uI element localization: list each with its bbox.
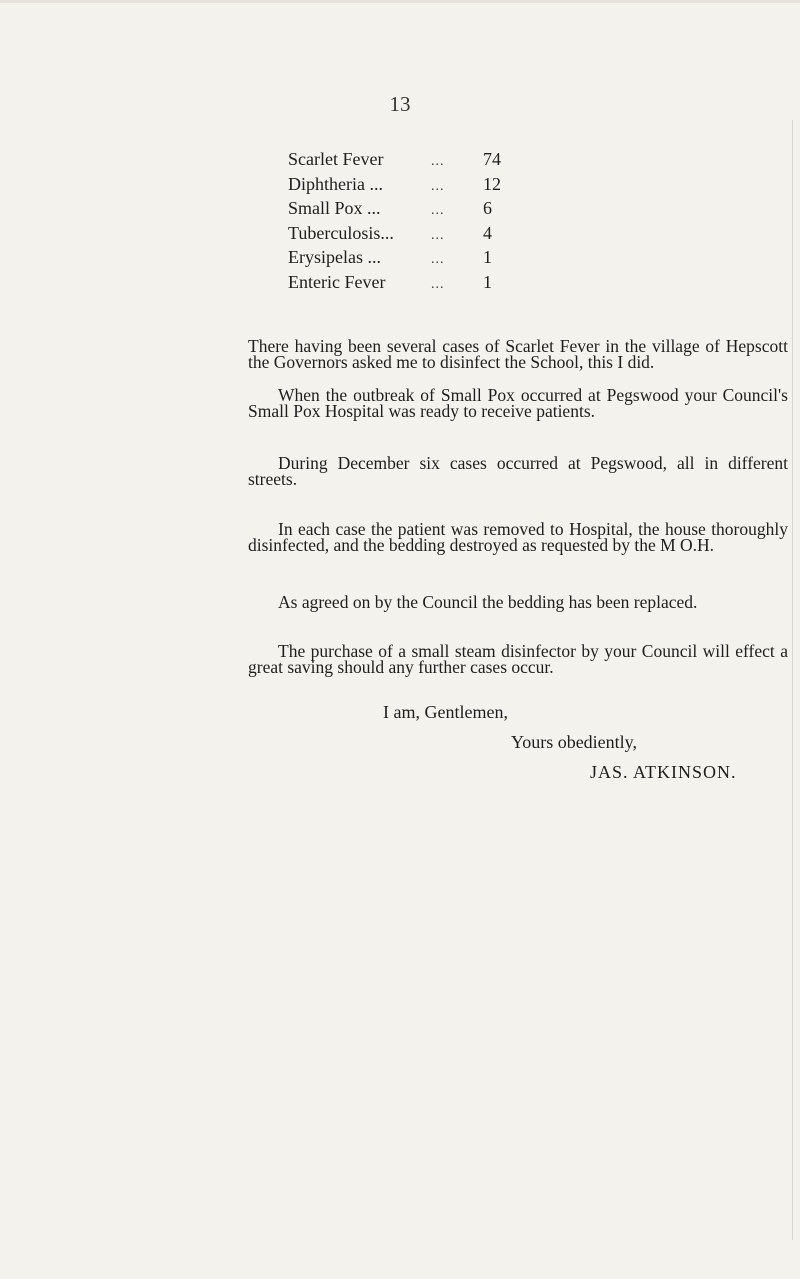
page-right-edge [792,120,793,1240]
table-row [288,149,528,174]
page-number: 13 [389,92,411,116]
table-row [288,247,528,272]
paragraph-text: In each case the patient was removed to Hospital, the house thoroughly disinfected, and the bedding destroyed as requested by the M O.H. [248,519,788,555]
table-row [288,223,528,248]
paragraph-hospital-removal [248,521,788,553]
table-row [288,198,528,223]
case-count: 74 [483,149,501,169]
disease-name: Small Pox ... [288,198,381,218]
disease-case-table [288,149,528,296]
leader-dots: ... [431,154,445,169]
table-row [288,272,528,297]
paragraph-december-cases [248,455,788,487]
leader-dots: ... [431,227,445,243]
table-row [288,174,528,199]
case-count: 1 [483,271,492,292]
leader-dots: ... [431,178,445,194]
case-count: 1 [483,247,492,267]
disease-name: Tuberculosis... [288,222,394,243]
leader-dots: ... [431,203,445,218]
disease-name: Enteric Fever [288,271,386,292]
signature: JAS. ATKINSON. [590,762,737,782]
leader-dots: ... [431,252,445,267]
paragraph-scarlet-fever [248,338,788,370]
leader-dots: ... [431,276,445,292]
paragraph-steam-disinfector [248,643,788,675]
paragraph-text: When the outbreak of Small Pox occurred at Pegswood your Council's Small Pox Hospital was ready to receive patients. [248,385,788,421]
disease-name: Scarlet Fever [288,149,384,169]
paragraph-bedding-replaced [248,594,788,610]
paragraph-text: As agreed on by the Council the bedding has been replaced. [278,592,698,612]
paragraph-text: There having been several cases of Scarlet Fever in the village of Hepscott the Governors asked me to disinfect the School, this I did. [248,336,788,372]
disease-name: Diphtheria ... [288,173,383,194]
sign-off: Yours obediently, [511,732,638,752]
disease-name: Erysipelas ... [288,247,381,267]
paragraph-text: During December six cases occurred at Pegswood, all in different streets. [248,453,788,489]
page-top-edge [0,0,800,3]
paragraph-small-pox-hospital [248,387,788,419]
salutation: I am, Gentlemen, [383,702,508,722]
case-count: 12 [483,173,501,194]
case-count: 4 [483,222,492,243]
case-count: 6 [483,198,492,218]
paragraph-text: The purchase of a small steam disinfector by your Council will effect a great saving should any further cases occur. [248,641,788,677]
